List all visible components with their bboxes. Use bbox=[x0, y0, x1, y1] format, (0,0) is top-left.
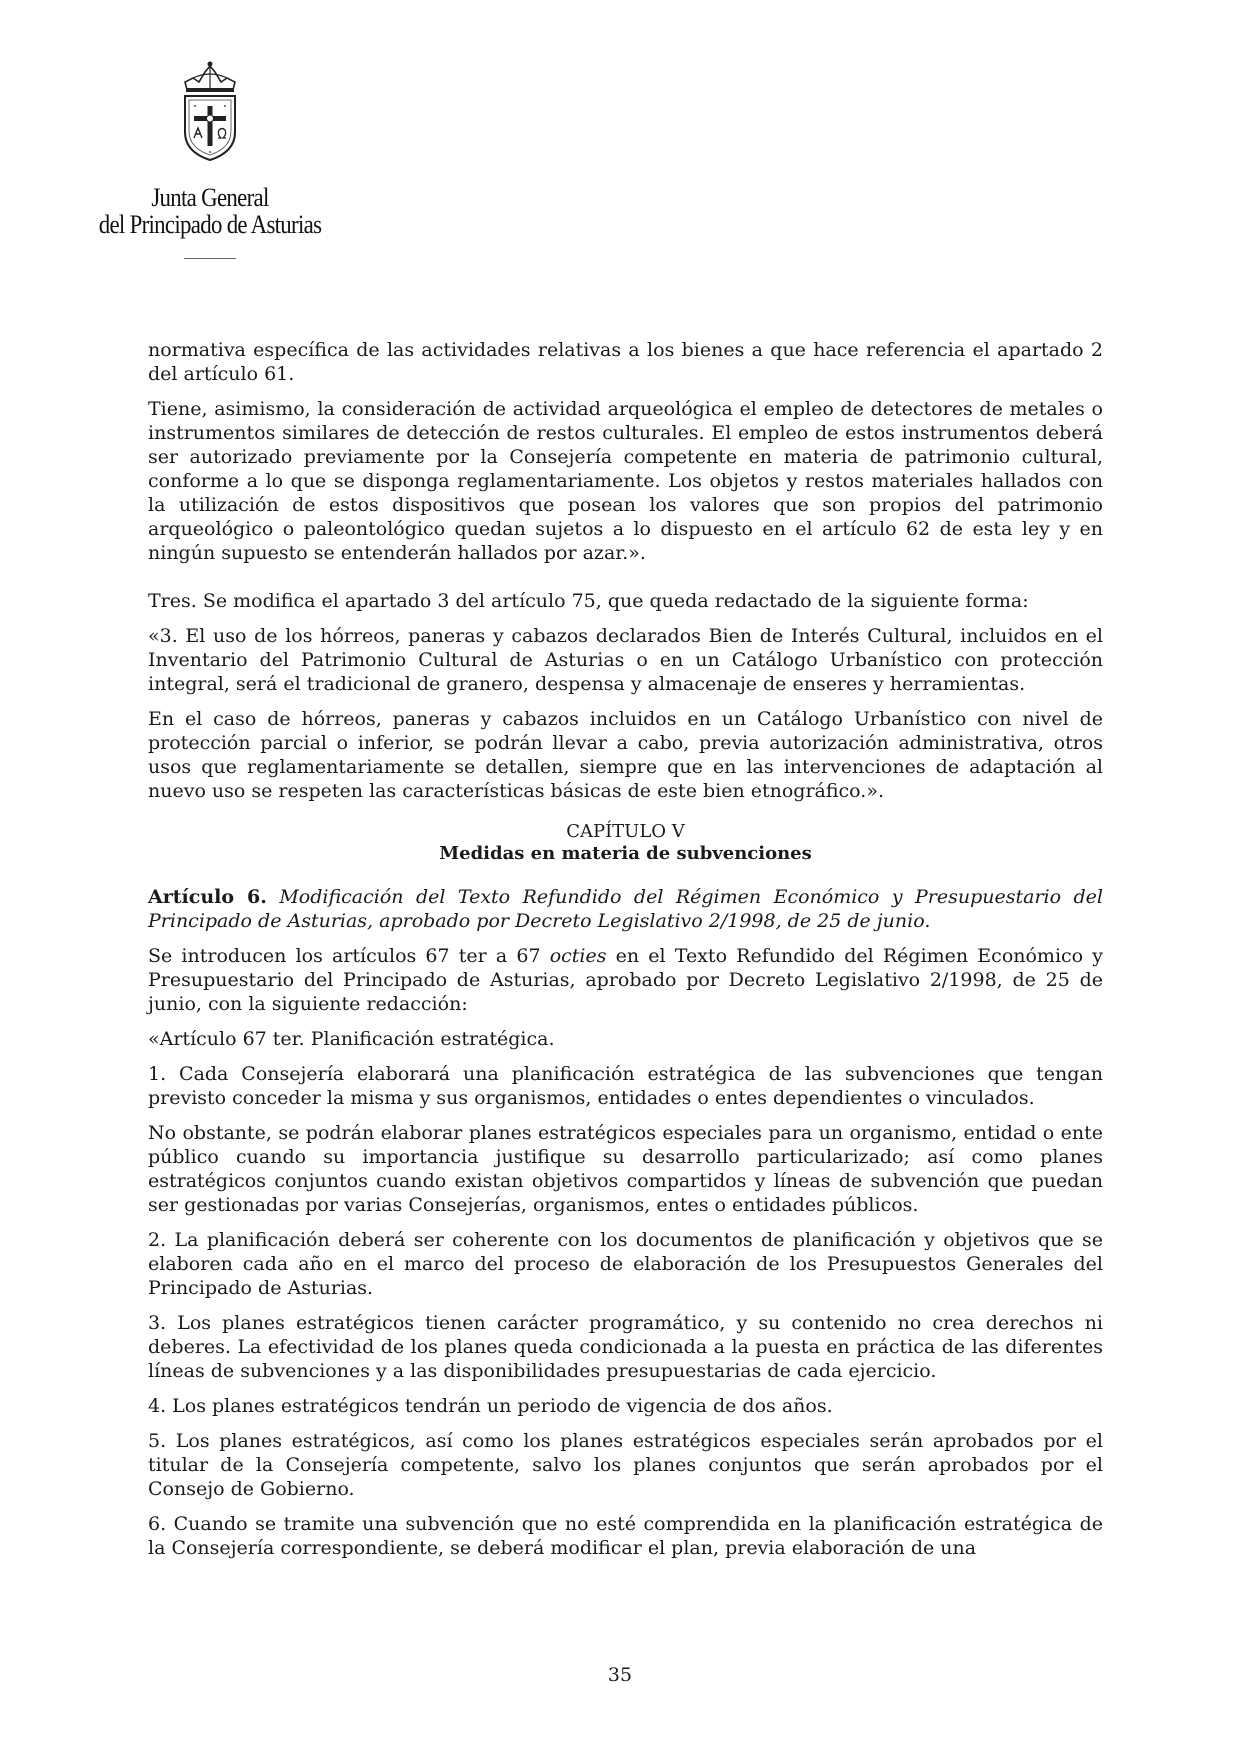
article-title: Modificación del Texto Refundido del Régimen Económico y Presupuestario del Principado de Asturias, aprobado por Decreto Legislativo 2/1998, de 25 de junio. bbox=[148, 886, 1103, 932]
paragraph: 2. La planificación deberá ser coherente con los documentos de planificación y objetivos que se elaboren cada año en el marco del proceso de elaboración de los Presupuestos Generales del Principado de Asturias. bbox=[148, 1229, 1103, 1299]
article-label: Artículo 6. bbox=[148, 886, 267, 908]
institution-name bbox=[96, 184, 325, 238]
paragraph: normativa específica de las actividades relativas a los bienes a que hace referencia el apartado 2 del artículo 61. bbox=[148, 339, 1103, 385]
paragraph: 5. Los planes estratégicos, así como los planes estratégicos especiales serán aprobados por el titular de la Consejería competente, salvo los planes conjuntos que serán aprobados por el Consejo de Gobierno. bbox=[148, 1430, 1103, 1500]
chapter-subtitle: Medidas en materia de subvenciones bbox=[439, 843, 812, 864]
paragraph: 4. Los planes estratégicos tendrán un periodo de vigencia de dos años. bbox=[148, 1395, 833, 1417]
paragraph: Tres. Se modifica el apartado 3 del artículo 75, que queda redactado de la siguiente forma: bbox=[148, 590, 1029, 612]
paragraph: 6. Cuando se tramite una subvención que no esté comprendida en la planificación estratégica de la Consejería correspondiente, se deberá modificar el plan, previa elaboración de una bbox=[148, 1513, 1103, 1559]
paragraph: «3. El uso de los hórreos, paneras y cabazos declarados Bien de Interés Cultural, incluidos en el Inventario del Patrimonio Cultural de Asturias o en un Catálogo Urbanístico con protección integral, será el tradicional de granero, despensa y almacenaje de enseres y herramientas. bbox=[148, 625, 1103, 695]
chapter-heading bbox=[148, 821, 1103, 865]
intro-text: en el Texto Refundido del Régimen Económico y Presupuestario del Principado de Asturias, aprobado por Decreto Legislativo 2/1998, de 25 de junio, con la siguiente redacción: bbox=[148, 945, 1103, 1015]
header-divider bbox=[184, 258, 236, 259]
article-intro bbox=[148, 944, 1103, 1016]
paragraph: 3. Los planes estratégicos tienen carácter programático, y su contenido no crea derechos ni deberes. La efectividad de los planes queda condicionada a la puesta en práctica de las diferentes líneas de subvenciones y a las disponibilidades presupuestarias de cada ejercicio. bbox=[148, 1312, 1103, 1382]
institution-name-line2: del Principado de Asturias bbox=[98, 210, 322, 239]
article-heading bbox=[148, 885, 1103, 933]
institution-name-line1: Junta General bbox=[151, 183, 269, 212]
paragraph: 1. Cada Consejería elaborará una planificación estratégica de las subvenciones que tengan previsto conceder la misma y sus organismos, entidades o entes dependientes o vinculados. bbox=[148, 1063, 1103, 1109]
page-number: 35 bbox=[607, 1664, 633, 1686]
intro-emphasis: octies bbox=[549, 945, 607, 967]
paragraph: «Artículo 67 ter. Planificación estratégica. bbox=[148, 1028, 555, 1050]
document-body bbox=[148, 338, 1103, 1571]
institution-header bbox=[80, 60, 340, 259]
chapter-title: CAPÍTULO V bbox=[566, 821, 685, 842]
paragraph: En el caso de hórreos, paneras y cabazos incluidos en un Catálogo Urbanístico con nivel de protección parcial o inferior, se podrán llevar a cabo, previa autorización administrativa, otros usos que reglamentariamente se detallen, siempre que en las intervenciones de adaptación al nuevo uso se respeten las características básicas de este bien etnográfico.». bbox=[148, 708, 1103, 802]
paragraph: Tiene, asimismo, la consideración de actividad arqueológica el empleo de detectores de metales o instrumentos similares de detección de restos culturales. El empleo de estos instrumentos deberá ser autorizado previamente por la Consejería competente en materia de patrimonio cultural, conforme a lo que se disponga reglamentariamente. Los objetos y restos materiales hallados con la utilización de estos dispositivos que posean los valores que son propios del patrimonio arqueológico o paleontológico quedan sujetos a lo dispuesto en el artículo 62 de esta ley y en ningún supuesto se entenderán hallados por azar.». bbox=[148, 398, 1103, 564]
paragraph: No obstante, se podrán elaborar planes estratégicos especiales para un organismo, entidad o ente público cuando su importancia justifique su desarrollo particularizado; así como planes estratégicos conjuntos cuando existan objetivos compartidos y líneas de subvención que puedan ser gestionadas por varias Consejerías, organismos, entes o entidades públicos. bbox=[148, 1122, 1103, 1216]
coat-of-arms-icon bbox=[175, 60, 245, 164]
intro-text: Se introducen los artículos 67 ter a 67 bbox=[148, 945, 550, 967]
